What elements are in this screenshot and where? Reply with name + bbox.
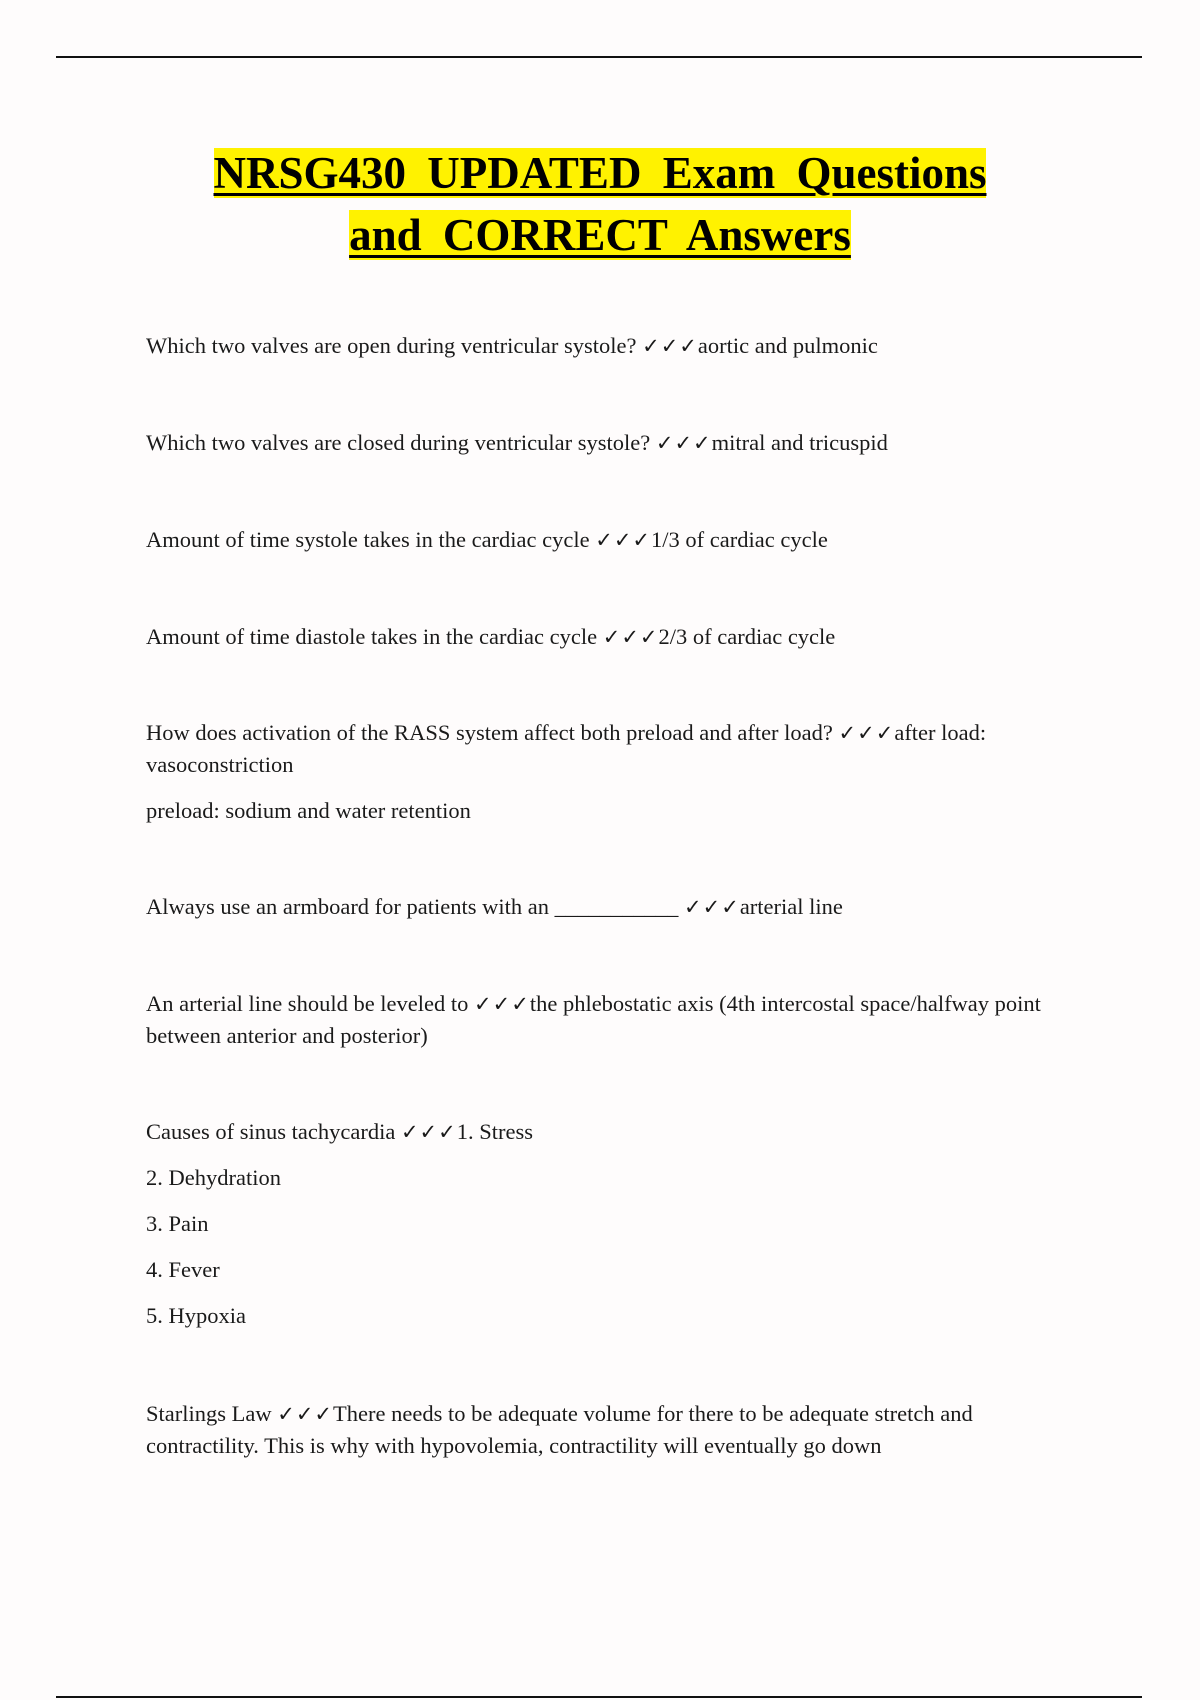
qa-item [146,717,1066,827]
check-icon: ✓✓✓ [838,721,895,745]
document-title [0,142,1200,266]
question-text: Amount of time systole takes in the cardiac cycle [146,527,590,552]
qa-line [146,891,1066,923]
check-icon: ✓✓✓ [684,895,740,919]
qa-line [146,1398,1066,1462]
check-icon: ✓✓✓ [595,528,652,552]
check-icon: ✓✓✓ [474,992,530,1016]
answer-text: arterial line [739,894,843,919]
title-line-1: NRSG430 UPDATED Exam Questions [213,148,987,198]
answer-text: mitral and tricuspid [711,430,888,455]
qa-line [146,1116,1066,1148]
question-text: Starlings Law [146,1401,272,1426]
qa-item [146,891,1066,923]
answer-text: aortic and pulmonic [697,333,878,358]
title-line-2: and CORRECT Answers [349,210,851,260]
qa-item [146,1116,1066,1332]
list-item: 4. Fever [146,1257,220,1282]
qa-item [146,524,1066,556]
list-item: 2. Dehydration [146,1165,281,1190]
answer-text: the phlebostatic axis (4th intercostal space/halfway point between anterior and posterior) [146,991,1041,1048]
check-icon: ✓✓✓ [400,1120,457,1144]
answer-text: 1/3 of cardiac cycle [651,527,828,552]
question-text: Amount of time diastole takes in the cardiac cycle [146,624,598,649]
question-text: Causes of sinus tachycardia [146,1119,396,1144]
answer-text: after load: vasoconstriction [146,720,987,777]
qa-item [146,1398,1066,1462]
top-rule [56,56,1142,58]
qa-item [146,621,1066,653]
qa-line [146,717,1066,781]
qa-item [146,427,1066,459]
check-icon: ✓✓✓ [602,625,659,649]
qa-line [146,621,1066,653]
qa-line [146,524,1066,556]
check-icon: ✓✓✓ [655,431,712,455]
answer-text: 2/3 of cardiac cycle [658,624,836,649]
check-icon: ✓✓✓ [642,334,698,358]
question-text: Always use an armboard for patients with an ___________ [146,894,679,919]
qa-line [146,427,1066,459]
answer-text: There needs to be adequate volume for there to be adequate stretch and contractility. This is why with hypovolemia, contractility will eventually go down [146,1401,973,1458]
list-item: 3. Pain [146,1211,209,1236]
question-text: Which two valves are open during ventricular systole? [146,333,637,358]
question-text: An arterial line should be leveled to [146,991,469,1016]
question-text: Which two valves are closed during ventricular systole? [146,430,651,455]
qa-line [146,988,1066,1052]
qa-item [146,330,1066,362]
check-icon: ✓✓✓ [277,1402,334,1426]
question-text: How does activation of the RASS system affect both preload and after load? [146,720,833,745]
qa-line [146,330,1066,362]
qa-item [146,988,1066,1052]
bottom-rule [56,1696,1142,1698]
answer-continuation: preload: sodium and water retention [146,798,471,823]
answer-text: 1. Stress [456,1119,533,1144]
list-item: 5. Hypoxia [146,1303,246,1328]
